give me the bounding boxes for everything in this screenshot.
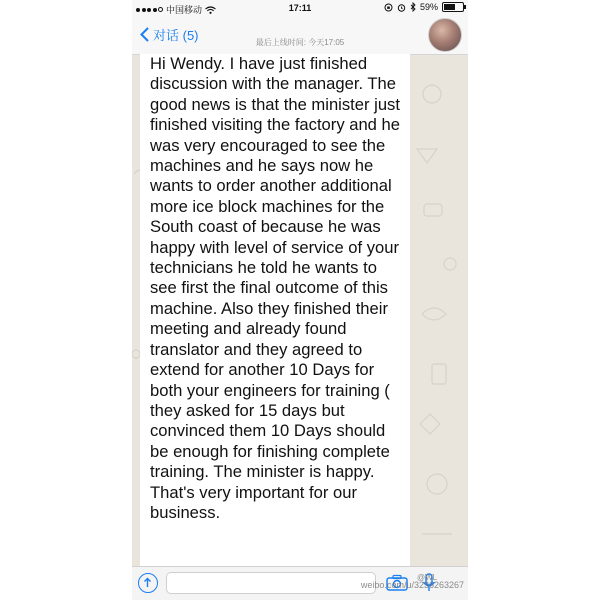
status-right [384,2,464,12]
back-button[interactable] [140,25,199,44]
carrier-label: 中国移动 [166,5,203,15]
battery-percent: 59% [419,2,438,12]
attachment-button[interactable] [138,573,158,593]
battery-level [444,4,455,10]
contact-avatar[interactable] [428,18,462,52]
chevron-left-icon [140,27,149,42]
message-text: Hi Wendy. I have just finished discussion with the manager. The good news is that the minister just finished visiting the factory and he was very encouraged to see the machines and he says now he wants to order another additional more ice block machines for the South coast of because he was happy with level of service of your technicians he told he wants to see first the final outcome of this machine. Also they finished their meeting and already found translator and they agreed to extend for another 10 Days for both your engineers for training ( they asked for 15 days but convinced them 10 Days should be enough for finishing complete training. The minister is happy. That's very important for our business. [150,54,400,522]
battery-icon [442,2,464,12]
bluetooth-icon [410,2,416,12]
watermark-handle: @WL [417,573,438,582]
message-bubble [140,54,410,566]
status-time: 17:11 [288,3,312,13]
arrow-up-icon [139,574,156,591]
back-label: 对话 (5) [153,28,199,43]
orientation-lock-icon [384,3,393,12]
status-bar [132,0,468,16]
phone-screen [132,0,468,600]
alarm-icon [397,3,406,12]
message-input[interactable] [166,572,376,594]
chat-header [132,16,468,55]
last-seen-status: 最后上线时间: 今天17:05 [255,38,345,47]
weibo-watermark: weibo.com/u/3236263267 [360,580,464,590]
